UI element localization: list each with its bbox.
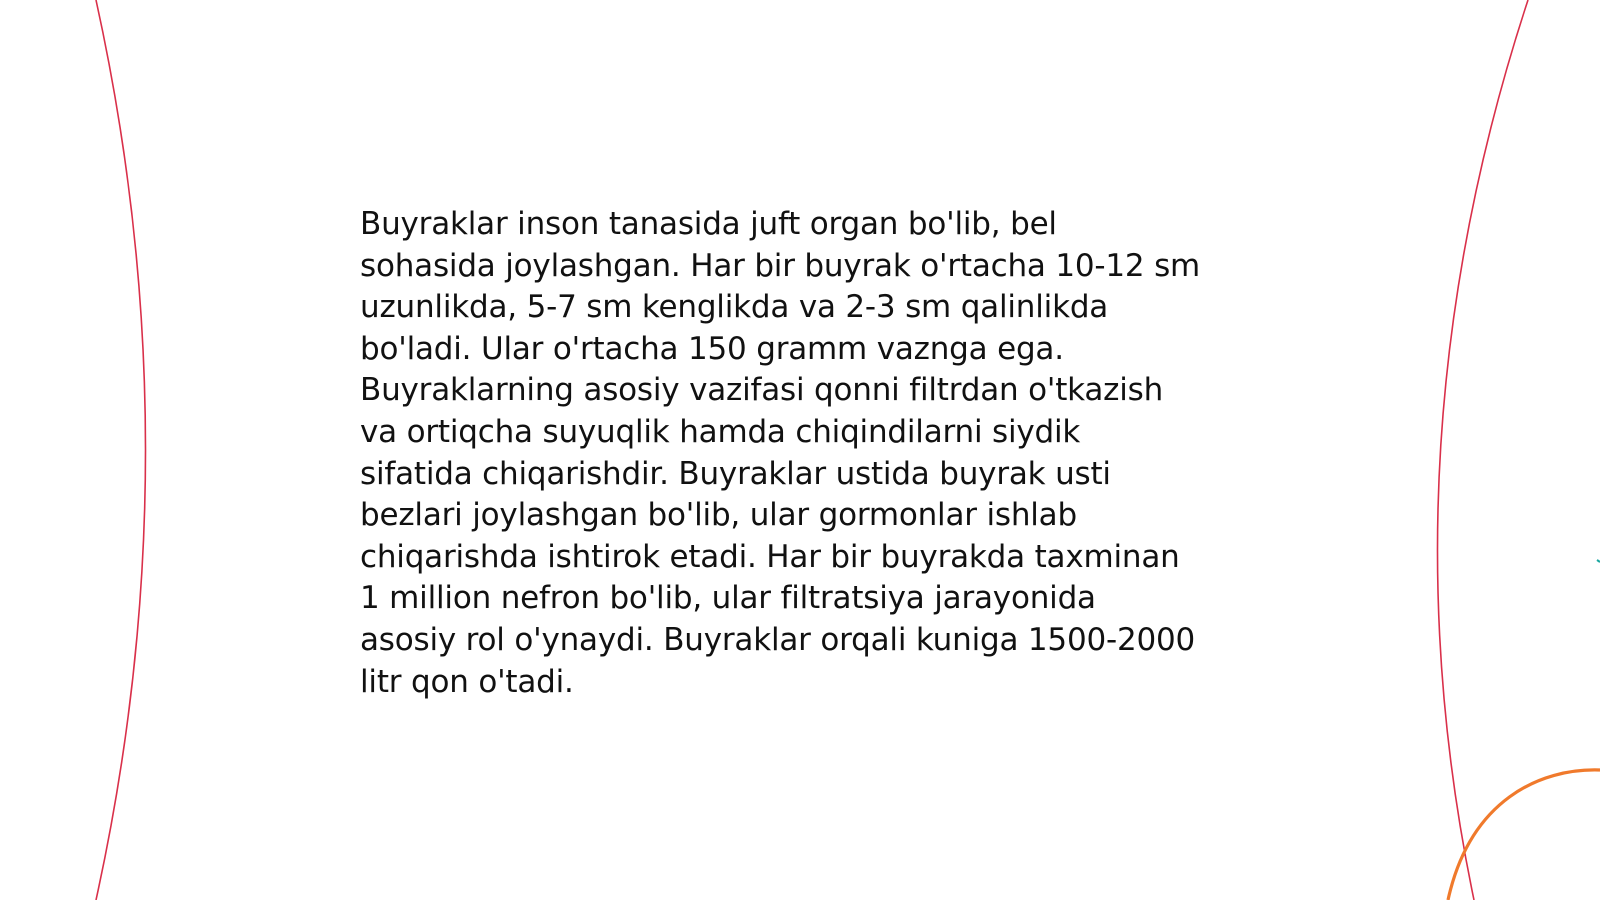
paragraph-line: 1 million nefron bo'lib, ular filtratsiya jarayonida — [360, 580, 1096, 617]
paragraph-line: litr qon o'tadi. — [360, 663, 574, 700]
paragraph-line: sohasida joylashgan. Har bir buyrak o'rtacha 10-12 sm — [360, 247, 1201, 284]
paragraph-line: bo'ladi. Ular o'rtacha 150 gramm vaznga ega. — [360, 330, 1064, 367]
paragraph-line: chiqarishda ishtirok etadi. Har bir buyrakda taxminan — [360, 538, 1180, 575]
paragraph-line: bezlari joylashgan bo'lib, ular gormonlar ishlab — [360, 497, 1077, 534]
paragraph-line: uzunlikda, 5-7 sm kenglikda va 2-3 sm qalinlikda — [360, 289, 1109, 326]
paragraph-line: va ortiqcha suyuqlik hamda chiqindilarni siydik — [360, 413, 1081, 450]
body-paragraph — [360, 204, 1260, 703]
paragraph-line: asosiy rol o'ynaydi. Buyraklar orqali kuniga 1500-2000 — [360, 621, 1196, 658]
left-curve-line — [96, 0, 146, 900]
paragraph-line: Buyraklarning asosiy vazifasi qonni filtrdan o'tkazish — [360, 372, 1164, 409]
paragraph-line: sifatida chiqarishdir. Buyraklar ustida buyrak usti — [360, 455, 1111, 492]
right-curve-line — [1437, 0, 1528, 900]
paragraph-line: Buyraklar inson tanasida juft organ bo'lib, bel — [360, 206, 1057, 242]
